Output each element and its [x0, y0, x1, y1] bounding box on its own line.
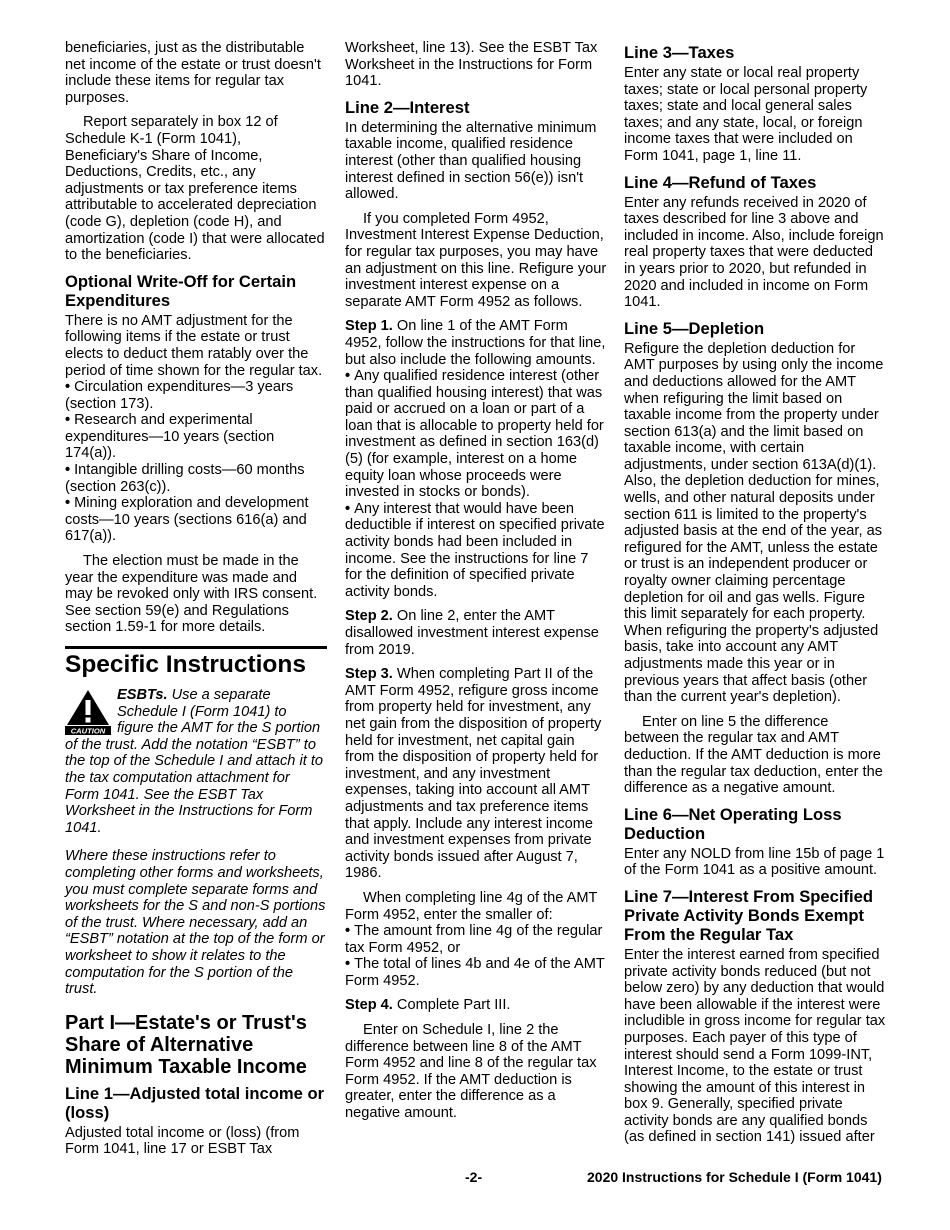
paragraph: Enter any NOLD from line 15b of page 1 of the Form 1041 as a positive amount. [624, 845, 885, 879]
paragraph: beneficiaries, just as the distributable net income of the estate or trust doesn't include these items for regular tax purposes. [65, 40, 321, 106]
caution-note [65, 687, 327, 836]
step-1: Step 1. On line 1 of the AMT Form 4952, follow the instructions for that line, but also include the following amounts. [345, 318, 606, 368]
bullet-icon: • [65, 379, 71, 396]
step-label: Step 1. [345, 318, 393, 335]
paragraph: Enter any state or local real property taxes; state or local personal property taxes; state and local general sales taxes; and any state, local, or foreign income taxes that were included on Form 1041, page 1, line 11. [624, 65, 868, 164]
paragraph: Worksheet, line 13). See the ESBT Tax Worksheet in the Instructions for Form 1041. [345, 40, 598, 90]
paragraph: The election must be made in the year the expenditure was made and may be revoked only with IRS consent. See section 59(e) and Regulations section 1.59-1 for more details. [65, 553, 318, 636]
line-heading-3: Line 3—Taxes [624, 43, 735, 62]
list-item: • Any interest that would have been deductible if interest on specified private activity bonds had been included in income. See the instructions for line 7 for the definition of specified private activity bonds. [345, 500, 605, 600]
caution-title: ESBTs. [117, 687, 168, 703]
line-heading-7: Line 7—Interest From Specified Private Activity Bonds Exempt From the Regular Tax [624, 886, 873, 944]
section-heading-optional-write-off: Optional Write-Off for Certain Expenditures [65, 271, 297, 310]
list-item: • Research and experimental expenditures—10 years (section 174(a)). [65, 412, 275, 462]
list-item: • Any qualified residence interest (other than qualified housing interest) that was paid or accrued on a loan or part of a loan that is allocable to property held for investment as defined in section 163(d)(5) (for example, interest on a home equity loan whose proceeds were invested in stocks or bonds). [345, 368, 604, 501]
bullet-icon: • [65, 412, 71, 429]
page-section-title: Specific Instructions [65, 646, 327, 679]
line-heading-1: Line 1—Adjusted total income or (loss) [65, 1083, 325, 1122]
bullet-icon: • [345, 500, 351, 517]
caution-label: CAUTION [70, 726, 106, 735]
bullet-icon: • [345, 956, 351, 973]
bullet-icon: • [65, 495, 71, 512]
list-item: • The amount from line 4g of the regular tax Form 4952, or [345, 923, 603, 956]
list-item: • Mining exploration and development costs—10 years (sections 616(a) and 617(a)). [65, 495, 309, 545]
step-2: Step 2. On line 2, enter the AMT disallowed investment interest expense from 2019. [345, 608, 599, 658]
paragraph: When completing line 4g of the AMT Form 4952, enter the smaller of: [345, 889, 598, 923]
caution-text: Use a separate Schedule I (Form 1041) to figure the AMT for the S portion of the trust. Add the notation “ESBT” to the top of the Schedule I and attach it to the tax computation attachment for Form 1041. See the ESBT Tax Worksheet in the Instructions for Form 1041. [65, 687, 324, 836]
paragraph: Enter the interest earned from specified private activity bonds reduced (but not below zero) by any deduction that would have been allowable if the interest were includible in gross income for regular tax purposes. Each payer of this type of interest should send a Form 1099-INT, Interest Income, to the estate or trust showing the amount of this interest in box 9. Generally, specified private activity bonds are any qualified bonds (as defined in section 141) issued after [624, 946, 886, 1146]
column-2 [345, 40, 607, 1130]
line-heading-6: Line 6—Net Operating Loss Deduction [624, 804, 842, 843]
step-label: Step 2. [345, 608, 393, 625]
paragraph: Enter on line 5 the difference between the regular tax and AMT deduction. If the AMT deduction is more than the regular tax deduction, enter the difference as a negative amount. [624, 713, 883, 797]
step-label: Step 3. [345, 666, 393, 683]
paragraph: Enter any refunds received in 2020 of taxes described for line 3 above and included in income. Also, include foreign real property taxes that were deducted in years prior to 2020, but refunded in 2020 and included in income on Form 1041. [624, 194, 884, 311]
list-item: • Intangible drilling costs—60 months (section 263(c)). [65, 462, 305, 495]
line-heading-2: Line 2—Interest [345, 97, 470, 117]
paragraph: Report separately in box 12 of Schedule K-1 (Form 1041), Beneficiary's Share of Income, Deductions, Credits, etc., any adjustments or tax preference items attributable to accelerated depreciation (code G), depletion (code H), and amortization (code I) that were allocated to the beneficiaries. [65, 114, 325, 264]
bullet-icon: • [345, 368, 351, 385]
page-number: -2- [465, 1169, 483, 1185]
column-1 [65, 40, 327, 1166]
paragraph: Adjusted total income or (loss) (from Form 1041, line 17 or ESBT Tax [65, 1124, 300, 1158]
step-3: Step 3. When completing Part II of the AMT Form 4952, refigure gross income from property held for investment, any net gain from the disposition of property held for investment, net capital gain from the disposition of property held for investment, and any investment expenses, taking into account all AMT adjustments and tax preference items that apply. Include any interest income and investment expenses from private activity bonds issued after August 7, 1986. [345, 666, 602, 882]
footer-title: 2020 Instructions for Schedule I (Form 1041) [587, 1169, 882, 1185]
step-label: Step 4. [345, 997, 393, 1014]
line-heading-4: Line 4—Refund of Taxes [624, 172, 817, 192]
column-3 [624, 40, 886, 1154]
paragraph: There is no AMT adjustment for the following items if the estate or trust elects to deduct them ratably over the period of time shown for the regular tax. [65, 312, 323, 379]
paragraph: Enter on Schedule I, line 2 the difference between line 8 of the AMT Form 4952 and line 8 of the regular tax Form 4952. If the AMT deduction is greater, enter the difference as a negative amount. [345, 1022, 597, 1122]
caution-icon [65, 689, 111, 735]
list-item: • Circulation expenditures—3 years (section 173). [65, 379, 294, 412]
list-item: • The total of lines 4b and 4e of the AMT Form 4952. [345, 956, 605, 989]
paragraph: If you completed Form 4952, Investment Interest Expense Deduction, for regular tax purposes, you may have an adjustment on this line. Refigure your investment interest expense on a separate AMT Form 4952 as follows. [345, 210, 607, 310]
caution-text-2: Where these instructions refer to completing other forms and worksheets, you must complete separate forms and worksheets for the S and non-S portions of the trust. Where necessary, add an “ESBT” notation at the top of the form or worksheet to show it relates to the computation for the S portion of the trust. [65, 848, 326, 998]
line-heading-5: Line 5—Depletion [624, 318, 765, 338]
paragraph: Refigure the depletion deduction for AMT purposes by using only the income and deductions allowed for the AMT when refiguring the limit based on taxable income from the property under section 613(a) and the limit based on taxable income, with certain adjustments, under section 613A(d)(1). Also, the depletion deduction for mines, wells, and other natural deposits under section 611 is limited to the property's adjusted basis at the end of the year, as refigured for the AMT, unless the estate or trust is an independent producer or royalty owner claiming percentage depletion for oil and gas wells. Figure this limit separately for each property. When refiguring the property's adjusted basis, take into account any AMT adjustments made this year or in previous years that affect basis (other than the current year's depletion). [624, 340, 884, 706]
step-4: Step 4. Complete Part III. [345, 997, 511, 1014]
bullet-icon: • [345, 923, 351, 940]
part-heading: Part I—Estate's or Trust's Share of Alternative Minimum Taxable Income [65, 1011, 307, 1078]
paragraph: In determining the alternative minimum taxable income, qualified residence interest (other than qualified housing interest defined in section 56(e)) isn't allowed. [345, 119, 597, 203]
bullet-icon: • [65, 462, 71, 479]
